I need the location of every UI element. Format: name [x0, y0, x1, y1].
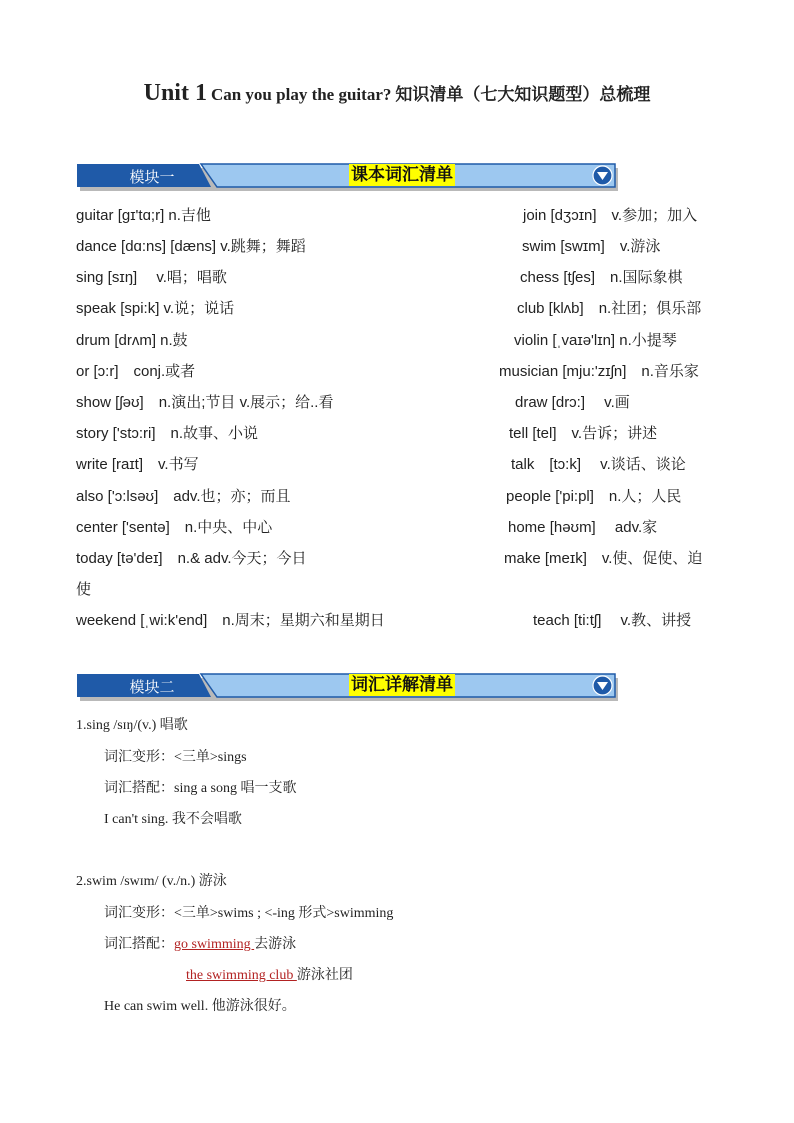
- vocab-item: draw [drɔ:] v.画: [515, 394, 630, 411]
- module2-tag: 模块二: [129, 679, 175, 696]
- entry-example-swim: He can swim well. 他游泳很好。: [104, 999, 296, 1014]
- vocab-item: 使: [76, 581, 92, 598]
- vocab-item: people ['pi:pl] n.人；人民: [506, 488, 682, 505]
- vocab-item: teach [ti:tʃ] v.教、讲授: [533, 612, 692, 629]
- title-english: Can you play the guitar?: [210, 85, 392, 104]
- vocab-item: drum [drʌm] n.鼓: [76, 332, 188, 349]
- vocab-item: make [meɪk] v.使、促使、迫: [504, 550, 703, 567]
- vocab-item: story ['stɔ:ri] n.故事、小说: [76, 425, 259, 442]
- vocab-item: home [həʊm] adv.家: [508, 519, 658, 536]
- page-title: [0, 80, 794, 107]
- entry-forms-swim: 词汇变形：<三单>swims ; <-ing 形式>swimming: [104, 906, 394, 921]
- vocab-item: write [raɪt] v.书写: [76, 456, 199, 473]
- vocab-item: center ['sentə] n.中央、中心: [76, 519, 273, 536]
- entry-example-sing: I can't sing. 我不会唱歌: [104, 812, 242, 827]
- module1-heading: 课本词汇清单: [351, 165, 453, 184]
- title-unit: Unit 1: [143, 80, 207, 106]
- module1-banner: [77, 163, 619, 189]
- collocation-text: 游泳社团: [296, 968, 353, 983]
- module2-banner: [77, 673, 619, 699]
- vocab-item: join [dʒɔɪn] v.参加；加入: [523, 207, 698, 224]
- module2-heading: 词汇详解清单: [351, 675, 453, 694]
- collocation-text: 去游泳: [254, 937, 297, 952]
- vocab-item: talk [tɔ:k] v.谈话、谈论: [511, 456, 686, 473]
- vocab-item: sing [sɪŋ] v.唱；唱歌: [76, 269, 227, 286]
- entry-title-swim: 2.swim /swɪm/ (v./n.) 游泳: [76, 874, 227, 889]
- collocation-label: 词汇搭配：: [104, 937, 174, 952]
- vocab-item: today [tə'deɪ] n.& adv.今天；今日: [76, 550, 307, 567]
- vocab-item: chess [tʃes] n.国际象棋: [520, 269, 683, 286]
- vocab-item: speak [spi:k] v.说；说话: [76, 300, 235, 317]
- vocab-item: guitar [gɪ'tɑ;r] n.吉他: [76, 207, 211, 224]
- collocation-link-go-swimming[interactable]: go swimming: [174, 937, 255, 952]
- entry-title-sing: 1.sing /sɪŋ/(v.) 唱歌: [76, 718, 188, 733]
- vocab-item: club [klʌb] n.社团；俱乐部: [517, 300, 702, 317]
- vocab-item: violin [ˌvaɪə'lɪn] n.小提琴: [514, 332, 677, 349]
- collocation-link-swimming-club[interactable]: the swimming club: [186, 968, 297, 983]
- vocab-item: dance [dɑ:ns] [dæns] v.跳舞；舞蹈: [76, 238, 306, 255]
- vocab-item: also ['ɔ:lsəʊ] adv.也；亦；而且: [76, 488, 291, 505]
- vocab-item: show [ʃəʊ] n.演出;节目 v.展示；给..看: [76, 394, 334, 411]
- chevron-down-circle-icon[interactable]: [592, 165, 613, 186]
- title-chinese: 知识清单（七大知识题型）总梳理: [395, 85, 651, 104]
- collocation-label: 词汇搭配：: [104, 781, 174, 796]
- entry-collocation-sing: [104, 779, 297, 799]
- vocab-item: musician [mju:'zɪʃn] n.音乐家: [499, 363, 699, 380]
- vocab-item: or [ɔ:r] conj.或者: [76, 363, 196, 380]
- entry-forms-sing: 词汇变形：<三单>sings: [104, 750, 247, 765]
- vocab-item: weekend [ˌwi:k'end] n.周末；星期六和星期日: [76, 612, 385, 629]
- chevron-down-circle-icon[interactable]: [592, 675, 613, 696]
- entry-collocation-swim: [104, 935, 296, 955]
- module1-tag: 模块一: [129, 169, 175, 186]
- vocab-item: swim [swɪm] v.游泳: [522, 238, 661, 255]
- collocation-text: sing a song 唱一支歌: [174, 781, 297, 796]
- entry-collocation-swim-2: [186, 966, 353, 986]
- vocab-item: tell [tel] v.告诉；讲述: [509, 425, 658, 442]
